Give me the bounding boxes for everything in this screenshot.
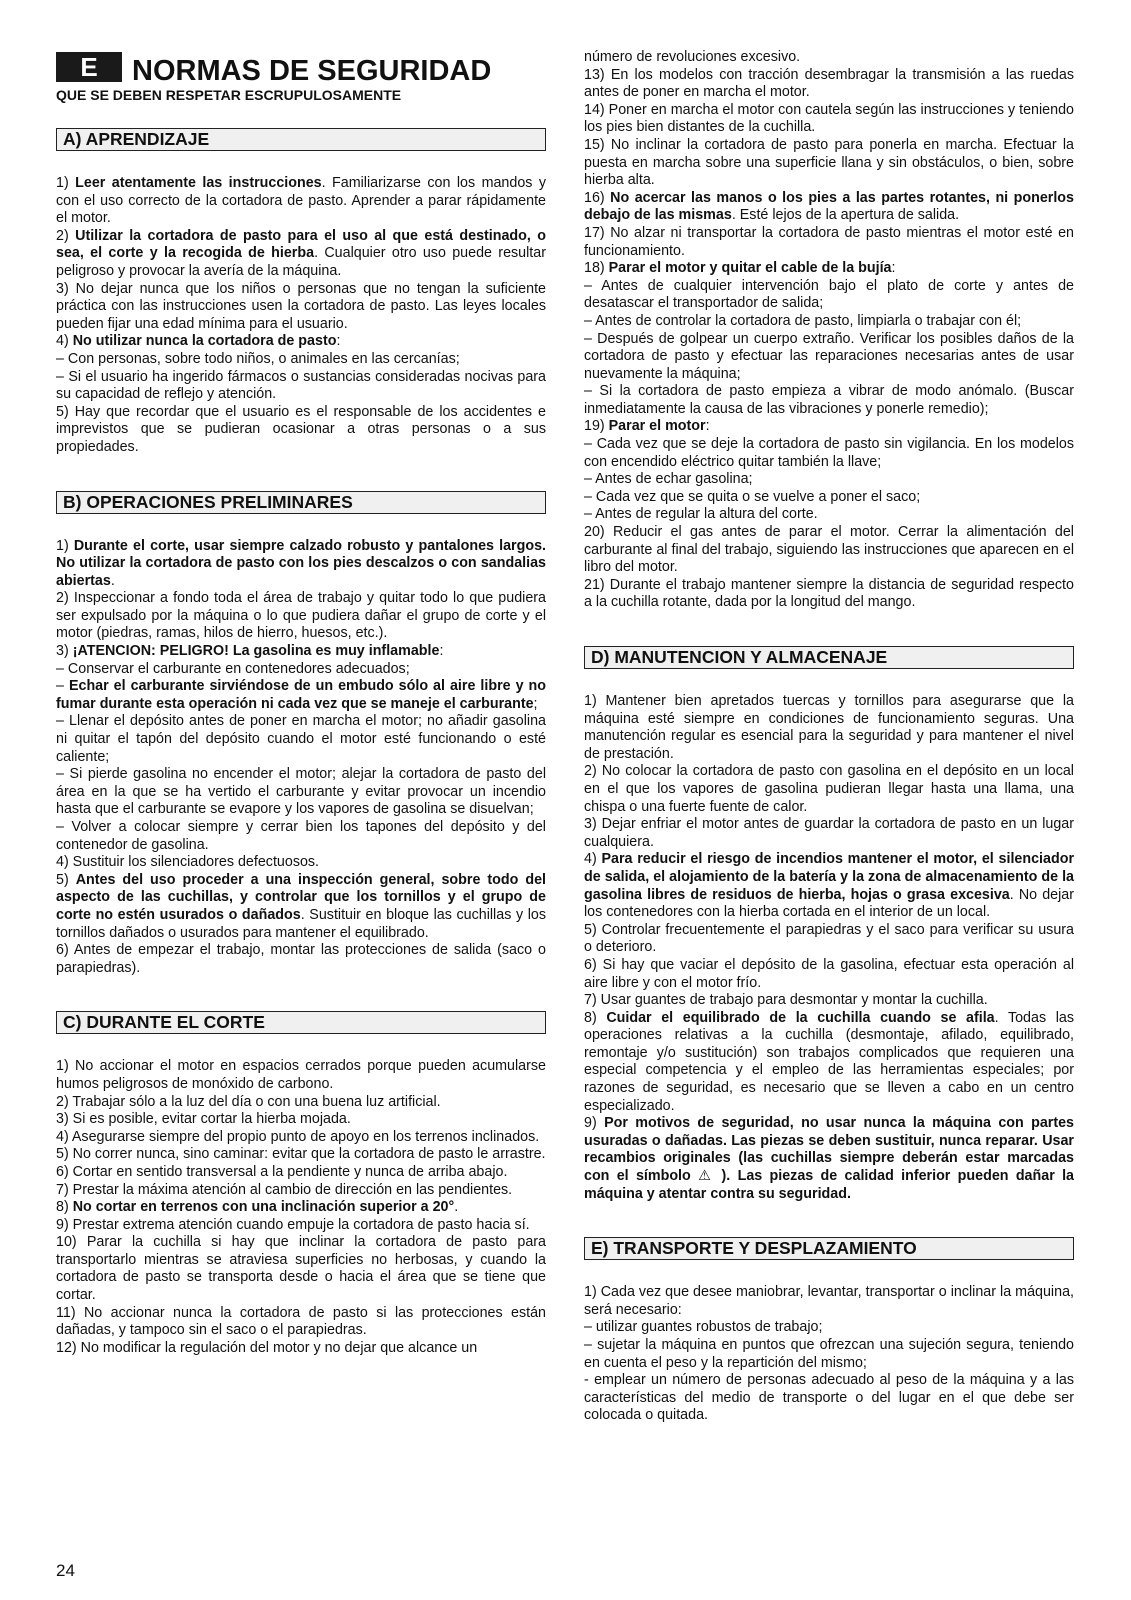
text-run: – Cada vez que se deje la cortadora de pasto sin vigilancia. En los modelos con encendido eléctrico quitar también la llave; [584,436,1074,470]
text-run: 5) Hay que recordar que el usuario es el responsable de los accidentes e imprevistos que se pudieran ocasionar a otras personas o a sus propiedades. [56,403,546,455]
page-title: NORMAS DE SEGURIDAD [132,55,492,87]
paragraph [56,281,546,334]
paragraph [584,1284,1074,1319]
paragraph [56,351,546,369]
paragraph [56,590,546,643]
paragraph [56,766,546,819]
text-run: – Antes de controlar la cortadora de pasto, limpiarla o trabajar con él; [584,312,1022,329]
text-run: – utilizar guantes robustos de trabajo; [584,1319,823,1336]
text-run: 4) Asegurarse siempre del propio punto de apoyo en los terrenos inclinados. [56,1128,540,1145]
paragraph [56,1146,546,1164]
paragraph [584,922,1074,957]
text-run: – Si la cortadora de pasto empieza a vibrar de modo anómalo. (Buscar inmediatamente la causa de las vibraciones y ponerle remedio); [584,383,1074,417]
paragraph [584,190,1074,225]
paragraph [56,228,546,281]
paragraph [584,102,1074,137]
text-run: 1) No accionar el motor en espacios cerrados porque pueden acumularse humos peligrosos de monóxido de carbono. [56,1058,546,1092]
paragraph [584,1010,1074,1116]
paragraph [584,225,1074,260]
paragraph [56,1129,546,1147]
text-run: 14) Poner en marcha el motor con cautela según las instrucciones y teniendo los pies bien distantes de la cuchilla. [584,101,1074,136]
text-run: 4) [584,851,602,868]
text-run: . No dejar los contenedores con la hierba cortada en el interior de un local. [584,886,1074,921]
text-run: 1) [56,537,74,554]
paragraph [56,854,546,872]
text-run: 8) [56,1199,73,1216]
paragraph [584,331,1074,384]
paragraph [584,260,1074,278]
paragraph [584,816,1074,851]
paragraph [584,1319,1074,1337]
paragraph [56,369,546,404]
text-run: : [891,260,896,277]
bold-text: Durante el corte, usar siempre calzado robusto y pantalones largos. No utilizar la cortadora de pasto con los pies descalzos o con sandalias abiertas [56,537,546,589]
paragraph [584,1115,1074,1203]
paragraph [56,1111,546,1129]
paragraph [584,992,1074,1010]
text-run: ; [533,695,538,712]
text-run: 1) Cada vez que desee maniobrar, levantar, transportar o inclinar la máquina, será necesario: [584,1284,1074,1318]
text-run: . [110,572,115,589]
text-run: 2) No colocar la cortadora de pasto con gasolina en el depósito en un local en el que los vapores de gasolina pudieran llegar hasta una llama, una chispa o una fuerte fuente de calor. [584,763,1074,815]
text-run: 2) [56,227,76,244]
text-run: – Si el usuario ha ingerido fármacos o sustancias consideradas nocivas para su capacidad de reflejo y atención. [56,368,546,403]
section-heading: D) MANUTENCION Y ALMACENAJE [584,646,1074,669]
text-run: 13) En los modelos con tracción desembragar la transmisión a las ruedas antes de poner en marcha el motor. [584,66,1074,101]
paragraph [584,763,1074,816]
paragraph [56,678,546,713]
text-run: 10) Parar la cuchilla si hay que inclinar la cortadora de pasto para transportarlo mientras se atraviesa superficies no herbosas, y cuando la cortadora de pasto se transporta desde o hacia el área que se tiene que cortar. [56,1234,546,1304]
paragraph [56,1305,546,1340]
text-run: . Esté lejos de la apertura de salida. [731,207,960,224]
text-run: – Con personas, sobre todo niños, o animales en las cercanías; [56,350,460,367]
bold-text: Parar el motor [608,418,706,435]
text-run: 16) [584,189,611,206]
paragraph [584,693,1074,763]
bold-text: ¡ATENCION: PELIGRO! La gasolina es muy inflamable [72,643,440,660]
paragraph [584,577,1074,612]
text-run: 6) Cortar en sentido transversal a la pendiente y nunca de arriba abajo. [56,1163,508,1180]
left-column-body [56,128,546,1357]
bold-text: Parar el motor y quitar el cable de la bujía [608,260,892,277]
paragraph [56,942,546,977]
paragraph [584,957,1074,992]
text-run: : [705,418,710,435]
text-run: – Si pierde gasolina no encender el motor; alejar la cortadora de pasto del área en la que se ha vertido el carburante y evitar provocar un incendio hasta que el carburante se evapore y los vapores de gasolina se disuelvan; [56,766,546,818]
text-run: 11) No accionar nunca la cortadora de pasto si las protecciones están dañadas, y tampoco sin el saco o el parapiedras. [56,1304,546,1339]
text-run: 2) Trabajar sólo a la luz del día o con una buena luz artificial. [56,1093,441,1110]
text-run: 15) No inclinar la cortadora de pasto para ponerla en marcha. Efectuar la puesta en marcha sobre una superficie llana y sin obstáculos, o bien, sobre hierba alta. [584,136,1074,189]
paragraph [584,851,1074,921]
paragraph [584,137,1074,190]
bold-text: Para reducir el riesgo de incendios mantener el motor, el silenciador de salida, el alojamiento de la batería y la zona de almacenamiento de la gasolina libres de residuos de hierba, hojas o grasa excesiva [584,851,1075,903]
paragraph [56,1199,546,1217]
text-run: 6) Antes de empezar el trabajo, montar las protecciones de salida (saco o parapiedras). [56,942,546,976]
paragraph [584,383,1074,418]
paragraph [584,489,1074,507]
paragraph [56,819,546,854]
section-heading: C) DURANTE EL CORTE [56,1011,546,1034]
paragraph [584,524,1074,577]
bold-text: No utilizar nunca la cortadora de pasto [72,333,337,350]
text-run: . Familiarizarse con los mandos y con el uso correcto de la cortadora de pasto. Aprender a parar rápidamente el motor. [56,175,546,227]
text-run: 17) No alzar ni transportar la cortadora de pasto mientras el motor esté en funcionamiento. [584,224,1074,259]
text-run: 7) Usar guantes de trabajo para desmontar y montar la cuchilla. [584,992,988,1009]
text-run: – Llenar el depósito antes de poner en marcha el motor; no añadir gasolina ni quitar el tapón del depósito cuando el motor esté funcionando o esté caliente; [56,713,546,765]
text-run: 3) Dejar enfriar el motor antes de guardar la cortadora de pasto en un lugar cualquiera. [584,816,1074,850]
bold-text: No cortar en terrenos con una inclinación superior a 20° [72,1199,455,1216]
page-subtitle: QUE SE DEBEN RESPETAR ESCRUPULOSAMENTE [56,87,402,103]
paragraph [584,313,1074,331]
right-column-body [584,0,1074,1425]
text-run: – Volver a colocar siempre y cerrar bien los tapones del depósito y del contenedor de gasolina. [56,819,546,853]
text-run: 3) Si es posible, evitar cortar la hierba mojada. [56,1111,351,1128]
text-run: . Todas las operaciones relativas a la cuchilla (desmontaje, afilado, equilibrado, remontaje y/o sustitución) son trabajos complicados que requieren una especial competencia y el empleo de las herramientas especiales; por razones de seguridad, es necesario que se lleven a cabo en un centro especializado. [584,1009,1074,1114]
bold-text: No acercar las manos o los pies a las partes rotantes, ni ponerlos debajo de las mismas [584,189,1074,224]
text-run: 1) Mantener bien apretados tuercas y tornillos para asegurarse que la máquina esté siempre en condiciones de funcionamiento seguras. Una manutención regular es esencial para la seguridad y para mantener el nivel de prestación. [584,693,1074,762]
paragraph [584,418,1074,436]
paragraph [584,1372,1074,1425]
paragraph [56,643,546,661]
paragraph [56,1182,546,1200]
text-run: – Antes de regular la altura del corte. [584,506,818,523]
text-run: 3) No dejar nunca que los niños o personas que no tengan la suficiente práctica con las instrucciones usen la cortadora de pasto. Las leyes locales pueden fijar una edad mínima para el usuario. [56,280,546,332]
section-heading: E) TRANSPORTE Y DESPLAZAMIENTO [584,1237,1074,1260]
bold-text: Por motivos de seguridad, no usar nunca la máquina con partes usuradas o dañadas. Las piezas se deben sustituir, nunca reparar. Usar recambios originales (las cuchillas siempre deberán estar marcadas con el símbolo ⚠ ). Las piezas de calidad inferior pueden dañar la máquina y atentar contra su seguridad. [584,1115,1074,1202]
bold-text: Utilizar la cortadora de pasto para el uso al que está destinado, o sea, el corte y la recogida de hierba [56,227,547,262]
text-run: 18) [584,260,609,277]
left-column [56,0,546,1357]
text-run: 2) Inspeccionar a fondo toda el área de trabajo y quitar todo lo que pudiera ser expulsado por la máquina o lo que pudiera dañar el grupo de corte y el motor (piedras, ramas, hilos de hierro, huesos, etc.). [56,590,546,642]
bold-text: Cuidar el equilibrado de la cuchilla cuando se afila [606,1009,995,1026]
right-column [584,0,1074,1425]
text-run: : [439,643,444,660]
paragraph [56,538,546,591]
text-run: 3) [56,643,73,660]
page-header [56,0,546,103]
text-run: 7) Prestar la máxima atención al cambio de dirección en las pendientes. [56,1181,513,1198]
text-run: 4) Sustituir los silenciadores defectuosos. [56,854,320,871]
bold-text: Echar el carburante sirviéndose de un embudo sólo al aire libre y no fumar durante esta operación ni cada vez que se maneje el carburante [56,678,546,712]
paragraph [56,872,546,942]
paragraph [56,661,546,679]
text-run: . [454,1199,459,1216]
paragraph [56,713,546,766]
text-run: 1) [56,175,76,191]
paragraph [584,49,1074,67]
paragraph [56,1058,546,1093]
bold-text: Antes del uso proceder a una inspección general, sobre todo del aspecto de las cuchillas, y controlar que los tornillos y el grupo de corte no estén usurados o dañados [56,871,546,923]
text-run: - emplear un número de personas adecuado al peso de la máquina y a las características del medio de transporte o del lugar en el que debe ser colocada o quitada. [584,1372,1074,1424]
text-run: 9) [584,1115,605,1132]
paragraph [584,436,1074,471]
section-heading: B) OPERACIONES PRELIMINARES [56,491,546,514]
paragraph [56,333,546,351]
text-run: 19) [584,418,609,435]
text-run: 4) [56,333,73,350]
text-run: 9) Prestar extrema atención cuando empuje la cortadora de pasto hacia sí. [56,1216,530,1233]
text-run: 6) Si hay que vaciar el depósito de la gasolina, efectuar esta operación al aire libre y con el motor frío. [584,956,1074,991]
bold-text: Leer atentamente las instrucciones [75,175,322,191]
text-run: . Sustituir en bloque las cuchillas y los tornillos dañados o usurados para mantener el equilibrado. [56,906,546,941]
text-run: 5) [56,871,76,888]
text-run: – Antes de echar gasolina; [584,471,753,488]
text-run: – Después de golpear un cuerpo extraño. Verificar los posibles daños de la cortadora de pasto y efectuar las reparaciones necesarias antes de usar nuevamente la máquina; [584,330,1074,382]
paragraph [584,278,1074,313]
text-run: – sujetar la máquina en puntos que ofrezcan una sujeción segura, teniendo en cuenta el peso y la repartición del mismo; [584,1337,1074,1371]
text-run: – [56,678,69,695]
paragraph [584,471,1074,489]
text-run: – Antes de cualquier intervención bajo el plato de corte y antes de desatascar el transportador de salida; [584,277,1074,312]
paragraph [56,1234,546,1304]
paragraph [56,1217,546,1235]
text-run: número de revoluciones excesivo. [584,49,801,65]
text-run: 5) No correr nunca, sino caminar: evitar que la cortadora de pasto le arrastre. [56,1146,546,1163]
text-run: 12) No modificar la regulación del motor y no dejar que alcance un [56,1339,478,1356]
text-run: – Cada vez que se quita o se vuelve a poner el saco; [584,488,921,505]
text-run: 8) [584,1009,607,1026]
text-run: – Conservar el carburante en contenedores adecuados; [56,660,410,677]
section-heading: A) APRENDIZAJE [56,128,546,151]
text-run: : [336,333,341,350]
paragraph [56,1094,546,1112]
paragraph [584,1337,1074,1372]
paragraph [584,506,1074,524]
paragraph [56,1164,546,1182]
language-badge: E [56,52,122,82]
text-run: . Cualquier otro uso puede resultar peligroso y provocar la avería de la máquina. [56,245,546,279]
paragraph [56,1340,546,1358]
page-number: 24 [56,1561,75,1580]
text-run: 5) Controlar frecuentemente el parapiedras y el saco para verificar su usura o deterioro. [584,921,1074,956]
paragraph [584,67,1074,102]
text-run: 20) Reducir el gas antes de parar el motor. Cerrar la alimentación del carburante al final del trabajo, siguiendo las instrucciones que aparecen en el libro del motor. [584,524,1074,576]
text-run: 21) Durante el trabajo mantener siempre la distancia de seguridad respecto a la cuchilla rotante, dada por la longitud del mango. [584,576,1074,611]
paragraph [56,404,546,457]
paragraph [56,175,546,228]
